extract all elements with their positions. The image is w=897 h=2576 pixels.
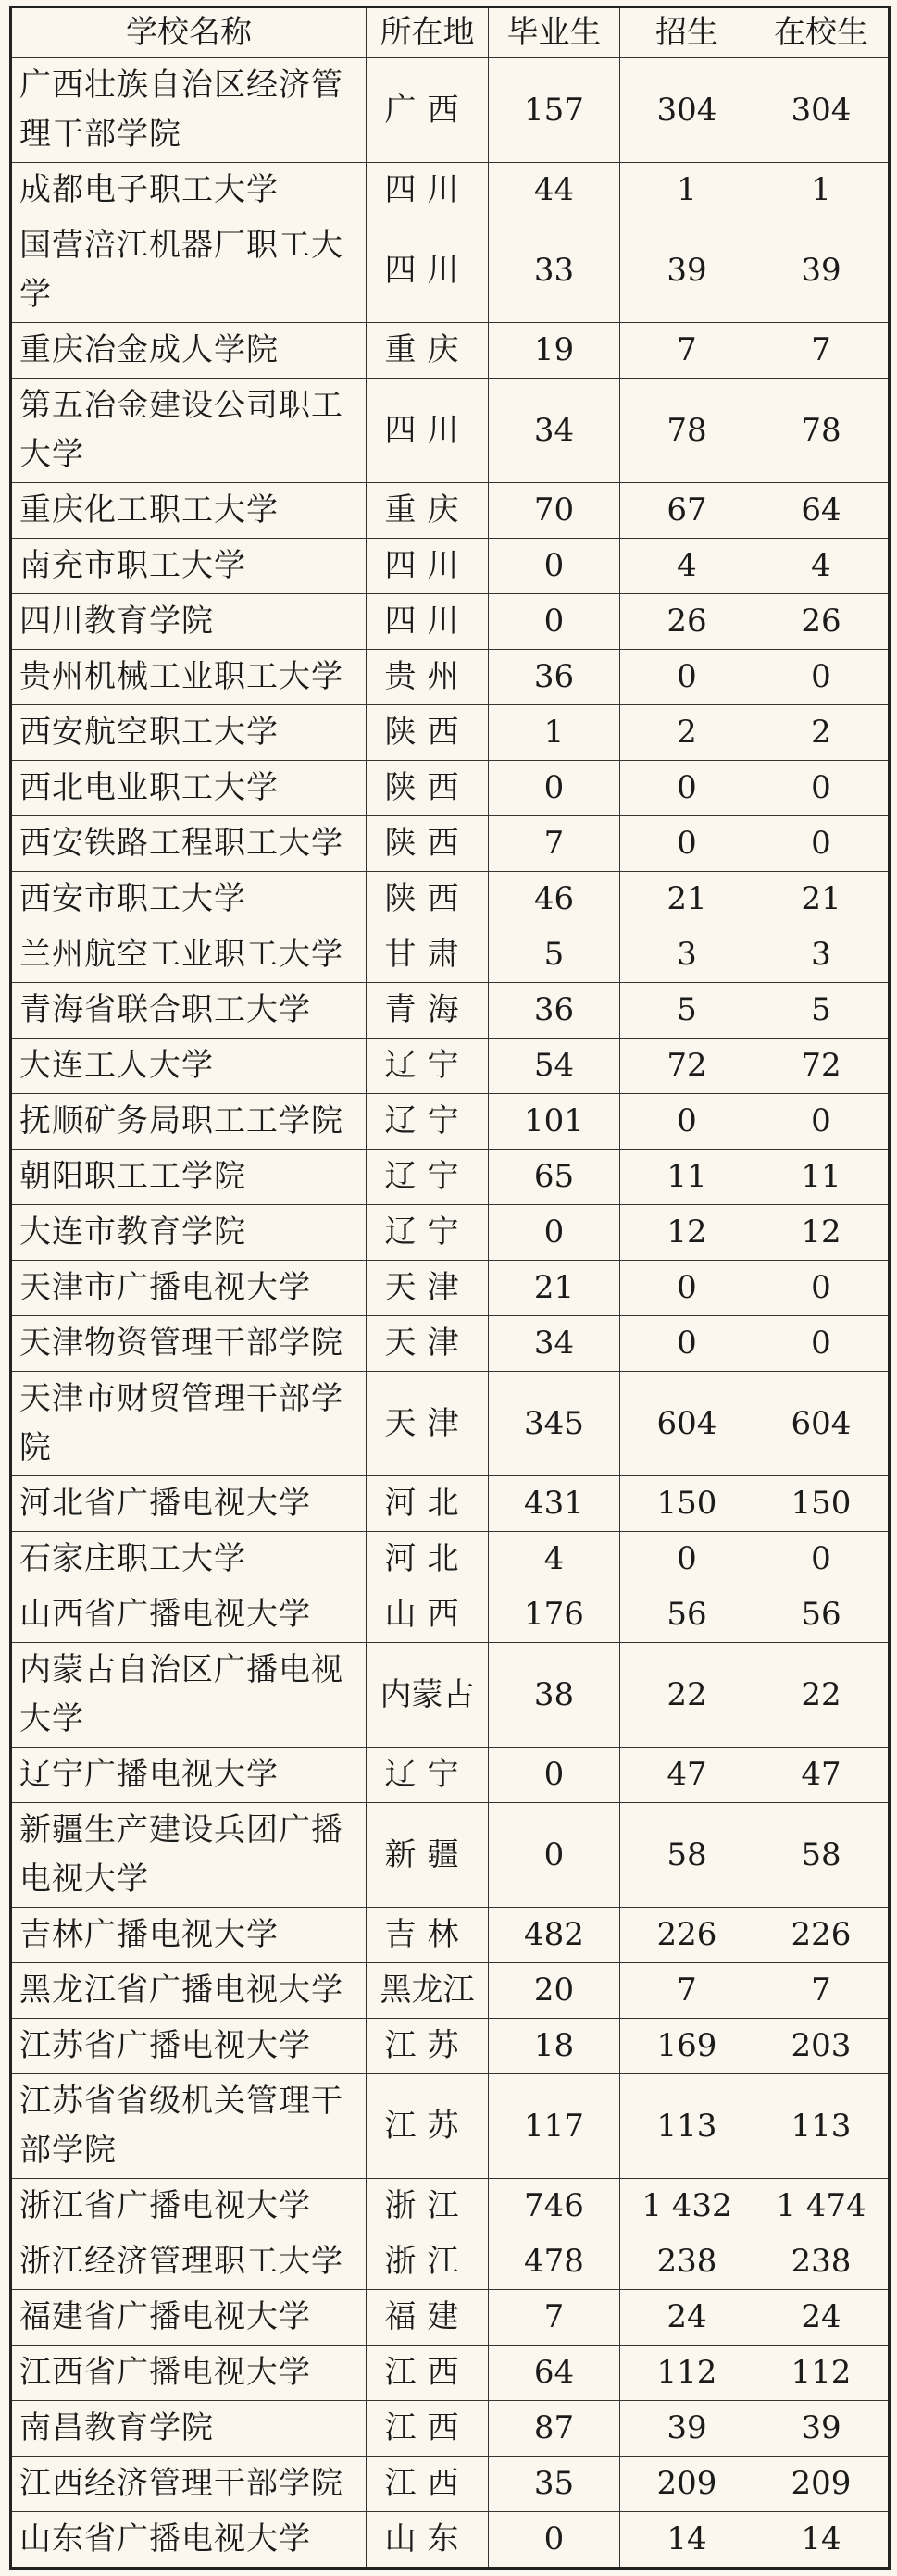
cell-enrollment: 1: [620, 163, 754, 218]
cell-current-students: 304: [754, 58, 890, 163]
table-row: [11, 483, 890, 539]
cell-location: 辽宁: [367, 1150, 489, 1205]
cell-school-name: 大连市教育学院: [11, 1205, 367, 1261]
cell-enrollment: 67: [620, 483, 754, 539]
cell-location: 江西: [367, 2401, 489, 2457]
cell-current-students: 0: [754, 650, 890, 705]
cell-graduates: 34: [489, 1316, 620, 1372]
schools-table: [9, 6, 891, 2570]
cell-current-students: 39: [754, 2401, 890, 2457]
cell-enrollment: 7: [620, 1963, 754, 2019]
table-row: [11, 1261, 890, 1316]
cell-location: 山西: [367, 1587, 489, 1643]
cell-school-name: 新疆生产建设兵团广播电视大学: [11, 1803, 367, 1908]
cell-current-students: 1: [754, 163, 890, 218]
cell-location: 甘肃: [367, 927, 489, 983]
table-row: [11, 539, 890, 594]
cell-school-name: 天津市广播电视大学: [11, 1261, 367, 1316]
cell-current-students: 11: [754, 1150, 890, 1205]
cell-location: 辽宁: [367, 1039, 489, 1094]
cell-location: 江苏: [367, 2074, 489, 2179]
cell-graduates: 0: [489, 1803, 620, 1908]
table-row: [11, 1476, 890, 1532]
cell-current-students: 0: [754, 761, 890, 816]
cell-enrollment: 0: [620, 1532, 754, 1587]
cell-location: 陕西: [367, 872, 489, 927]
cell-graduates: 20: [489, 1963, 620, 2019]
cell-current-students: 113: [754, 2074, 890, 2179]
cell-current-students: 0: [754, 1261, 890, 1316]
table-row: [11, 2401, 890, 2457]
cell-school-name: 吉林广播电视大学: [11, 1908, 367, 1963]
cell-location: 江西: [367, 2346, 489, 2401]
cell-school-name: 四川教育学院: [11, 594, 367, 650]
cell-enrollment: 112: [620, 2346, 754, 2401]
table-row: [11, 594, 890, 650]
cell-current-students: 4: [754, 539, 890, 594]
cell-location: 辽宁: [367, 1205, 489, 1261]
cell-enrollment: 21: [620, 872, 754, 927]
cell-school-name: 国营涪江机器厂职工大学: [11, 218, 367, 323]
cell-school-name: 重庆冶金成人学院: [11, 323, 367, 379]
cell-current-students: 26: [754, 594, 890, 650]
table-row: [11, 927, 890, 983]
table-row: [11, 872, 890, 927]
cell-graduates: 33: [489, 218, 620, 323]
cell-graduates: 7: [489, 2290, 620, 2346]
table-row: [11, 1372, 890, 1476]
cell-graduates: 46: [489, 872, 620, 927]
cell-location: 山东: [367, 2512, 489, 2569]
cell-enrollment: 113: [620, 2074, 754, 2179]
cell-current-students: 7: [754, 323, 890, 379]
cell-school-name: 第五冶金建设公司职工大学: [11, 379, 367, 483]
cell-school-name: 江苏省省级机关管理干部学院: [11, 2074, 367, 2179]
cell-location: 四川: [367, 594, 489, 650]
table-row: [11, 379, 890, 483]
col-header-school-name: 学校名称: [11, 7, 367, 58]
cell-location: 重庆: [367, 483, 489, 539]
cell-graduates: 19: [489, 323, 620, 379]
cell-graduates: 482: [489, 1908, 620, 1963]
table-row: [11, 1963, 890, 2019]
cell-school-name: 重庆化工职工大学: [11, 483, 367, 539]
cell-graduates: 5: [489, 927, 620, 983]
cell-graduates: 7: [489, 816, 620, 872]
cell-graduates: 18: [489, 2019, 620, 2074]
cell-school-name: 贵州机械工业职工大学: [11, 650, 367, 705]
cell-location: 江西: [367, 2457, 489, 2512]
cell-enrollment: 3: [620, 927, 754, 983]
cell-school-name: 河北省广播电视大学: [11, 1476, 367, 1532]
cell-current-students: 203: [754, 2019, 890, 2074]
cell-enrollment: 169: [620, 2019, 754, 2074]
cell-current-students: 604: [754, 1372, 890, 1476]
cell-graduates: 0: [489, 1205, 620, 1261]
cell-enrollment: 0: [620, 816, 754, 872]
cell-graduates: 34: [489, 379, 620, 483]
table-row: [11, 1532, 890, 1587]
cell-school-name: 浙江经济管理职工大学: [11, 2234, 367, 2290]
cell-location: 新疆: [367, 1803, 489, 1908]
cell-enrollment: 39: [620, 2401, 754, 2457]
table-row: [11, 58, 890, 163]
cell-current-students: 112: [754, 2346, 890, 2401]
cell-enrollment: 58: [620, 1803, 754, 1908]
table-row: [11, 761, 890, 816]
cell-school-name: 福建省广播电视大学: [11, 2290, 367, 2346]
cell-enrollment: 26: [620, 594, 754, 650]
cell-school-name: 江西经济管理干部学院: [11, 2457, 367, 2512]
cell-school-name: 浙江省广播电视大学: [11, 2179, 367, 2234]
cell-school-name: 西安市职工大学: [11, 872, 367, 927]
cell-school-name: 天津物资管理干部学院: [11, 1316, 367, 1372]
cell-location: 陕西: [367, 761, 489, 816]
cell-graduates: 70: [489, 483, 620, 539]
cell-school-name: 朝阳职工工学院: [11, 1150, 367, 1205]
table-row: [11, 2346, 890, 2401]
cell-current-students: 64: [754, 483, 890, 539]
cell-current-students: 5: [754, 983, 890, 1039]
table-row: [11, 1803, 890, 1908]
cell-location: 河北: [367, 1476, 489, 1532]
cell-current-students: 22: [754, 1643, 890, 1748]
table-row: [11, 1587, 890, 1643]
cell-enrollment: 0: [620, 1094, 754, 1150]
cell-graduates: 21: [489, 1261, 620, 1316]
cell-school-name: 天津市财贸管理干部学院: [11, 1372, 367, 1476]
table-row: [11, 2179, 890, 2234]
cell-graduates: 746: [489, 2179, 620, 2234]
table-body: [11, 58, 890, 2569]
cell-graduates: 117: [489, 2074, 620, 2179]
header-row: [11, 7, 890, 58]
table-row: [11, 1643, 890, 1748]
cell-enrollment: 22: [620, 1643, 754, 1748]
cell-graduates: 345: [489, 1372, 620, 1476]
cell-enrollment: 0: [620, 650, 754, 705]
cell-graduates: 35: [489, 2457, 620, 2512]
cell-current-students: 7: [754, 1963, 890, 2019]
cell-location: 内蒙古: [367, 1643, 489, 1748]
cell-location: 天津: [367, 1372, 489, 1476]
cell-school-name: 南充市职工大学: [11, 539, 367, 594]
cell-location: 福建: [367, 2290, 489, 2346]
cell-graduates: 431: [489, 1476, 620, 1532]
table-row: [11, 2290, 890, 2346]
cell-location: 黑龙江: [367, 1963, 489, 2019]
cell-school-name: 江西省广播电视大学: [11, 2346, 367, 2401]
cell-school-name: 成都电子职工大学: [11, 163, 367, 218]
cell-graduates: 0: [489, 1748, 620, 1803]
cell-enrollment: 2: [620, 705, 754, 761]
col-header-graduates: 毕业生: [489, 7, 620, 58]
cell-current-students: 0: [754, 1094, 890, 1150]
cell-enrollment: 72: [620, 1039, 754, 1094]
cell-enrollment: 1 432: [620, 2179, 754, 2234]
cell-graduates: 65: [489, 1150, 620, 1205]
cell-school-name: 抚顺矿务局职工工学院: [11, 1094, 367, 1150]
cell-location: 天津: [367, 1316, 489, 1372]
cell-location: 陕西: [367, 705, 489, 761]
cell-graduates: 0: [489, 761, 620, 816]
col-header-current-students: 在校生: [754, 7, 890, 58]
cell-current-students: 0: [754, 1532, 890, 1587]
cell-enrollment: 56: [620, 1587, 754, 1643]
cell-enrollment: 304: [620, 58, 754, 163]
cell-school-name: 青海省联合职工大学: [11, 983, 367, 1039]
cell-school-name: 南昌教育学院: [11, 2401, 367, 2457]
cell-school-name: 黑龙江省广播电视大学: [11, 1963, 367, 2019]
cell-current-students: 3: [754, 927, 890, 983]
table-row: [11, 816, 890, 872]
cell-enrollment: 0: [620, 761, 754, 816]
cell-current-students: 209: [754, 2457, 890, 2512]
cell-graduates: 44: [489, 163, 620, 218]
cell-current-students: 2: [754, 705, 890, 761]
table-row: [11, 1205, 890, 1261]
cell-enrollment: 604: [620, 1372, 754, 1476]
cell-graduates: 176: [489, 1587, 620, 1643]
cell-current-students: 0: [754, 816, 890, 872]
cell-graduates: 36: [489, 983, 620, 1039]
cell-location: 辽宁: [367, 1094, 489, 1150]
cell-current-students: 78: [754, 379, 890, 483]
table-row: [11, 1316, 890, 1372]
cell-current-students: 56: [754, 1587, 890, 1643]
cell-location: 重庆: [367, 323, 489, 379]
cell-graduates: 36: [489, 650, 620, 705]
cell-graduates: 1: [489, 705, 620, 761]
col-header-location: 所在地: [367, 7, 489, 58]
cell-current-students: 0: [754, 1316, 890, 1372]
table-row: [11, 1039, 890, 1094]
cell-enrollment: 12: [620, 1205, 754, 1261]
cell-enrollment: 226: [620, 1908, 754, 1963]
table-row: [11, 218, 890, 323]
cell-enrollment: 0: [620, 1316, 754, 1372]
cell-enrollment: 5: [620, 983, 754, 1039]
table-row: [11, 2074, 890, 2179]
table-row: [11, 1748, 890, 1803]
cell-current-students: 21: [754, 872, 890, 927]
cell-graduates: 101: [489, 1094, 620, 1150]
cell-current-students: 14: [754, 2512, 890, 2569]
cell-graduates: 0: [489, 594, 620, 650]
cell-graduates: 64: [489, 2346, 620, 2401]
cell-school-name: 山东省广播电视大学: [11, 2512, 367, 2569]
table-row: [11, 705, 890, 761]
cell-enrollment: 24: [620, 2290, 754, 2346]
cell-current-students: 72: [754, 1039, 890, 1094]
cell-enrollment: 4: [620, 539, 754, 594]
cell-enrollment: 150: [620, 1476, 754, 1532]
cell-enrollment: 39: [620, 218, 754, 323]
cell-graduates: 0: [489, 2512, 620, 2569]
cell-school-name: 山西省广播电视大学: [11, 1587, 367, 1643]
cell-location: 贵州: [367, 650, 489, 705]
cell-school-name: 西北电业职工大学: [11, 761, 367, 816]
cell-current-students: 58: [754, 1803, 890, 1908]
cell-enrollment: 14: [620, 2512, 754, 2569]
cell-graduates: 0: [489, 539, 620, 594]
cell-current-students: 1 474: [754, 2179, 890, 2234]
cell-enrollment: 78: [620, 379, 754, 483]
cell-graduates: 157: [489, 58, 620, 163]
cell-school-name: 西安铁路工程职工大学: [11, 816, 367, 872]
cell-location: 吉林: [367, 1908, 489, 1963]
cell-location: 天津: [367, 1261, 489, 1316]
cell-school-name: 广西壮族自治区经济管理干部学院: [11, 58, 367, 163]
table-row: [11, 2457, 890, 2512]
cell-enrollment: 0: [620, 1261, 754, 1316]
cell-location: 四川: [367, 539, 489, 594]
cell-school-name: 西安航空职工大学: [11, 705, 367, 761]
cell-location: 江苏: [367, 2019, 489, 2074]
cell-location: 四川: [367, 163, 489, 218]
cell-current-students: 238: [754, 2234, 890, 2290]
cell-location: 广西: [367, 58, 489, 163]
cell-current-students: 226: [754, 1908, 890, 1963]
col-header-enrollment: 招生: [620, 7, 754, 58]
cell-location: 青海: [367, 983, 489, 1039]
table-row: [11, 1150, 890, 1205]
cell-enrollment: 238: [620, 2234, 754, 2290]
table-row: [11, 1908, 890, 1963]
cell-location: 河北: [367, 1532, 489, 1587]
table-row: [11, 163, 890, 218]
table-row: [11, 323, 890, 379]
table-row: [11, 650, 890, 705]
cell-school-name: 江苏省广播电视大学: [11, 2019, 367, 2074]
cell-location: 四川: [367, 218, 489, 323]
cell-location: 四川: [367, 379, 489, 483]
table-row: [11, 2234, 890, 2290]
cell-current-students: 47: [754, 1748, 890, 1803]
cell-current-students: 24: [754, 2290, 890, 2346]
cell-graduates: 4: [489, 1532, 620, 1587]
cell-location: 浙江: [367, 2234, 489, 2290]
cell-graduates: 478: [489, 2234, 620, 2290]
cell-graduates: 38: [489, 1643, 620, 1748]
cell-enrollment: 47: [620, 1748, 754, 1803]
cell-enrollment: 7: [620, 323, 754, 379]
cell-current-students: 39: [754, 218, 890, 323]
cell-graduates: 87: [489, 2401, 620, 2457]
table-row: [11, 983, 890, 1039]
table-row: [11, 1094, 890, 1150]
cell-school-name: 内蒙古自治区广播电视大学: [11, 1643, 367, 1748]
cell-location: 陕西: [367, 816, 489, 872]
cell-school-name: 石家庄职工大学: [11, 1532, 367, 1587]
cell-location: 辽宁: [367, 1748, 489, 1803]
cell-school-name: 兰州航空工业职工大学: [11, 927, 367, 983]
cell-enrollment: 11: [620, 1150, 754, 1205]
cell-enrollment: 209: [620, 2457, 754, 2512]
cell-graduates: 54: [489, 1039, 620, 1094]
table-row: [11, 2019, 890, 2074]
cell-current-students: 150: [754, 1476, 890, 1532]
cell-location: 浙江: [367, 2179, 489, 2234]
cell-current-students: 12: [754, 1205, 890, 1261]
cell-school-name: 辽宁广播电视大学: [11, 1748, 367, 1803]
cell-school-name: 大连工人大学: [11, 1039, 367, 1094]
table-row: [11, 2512, 890, 2569]
